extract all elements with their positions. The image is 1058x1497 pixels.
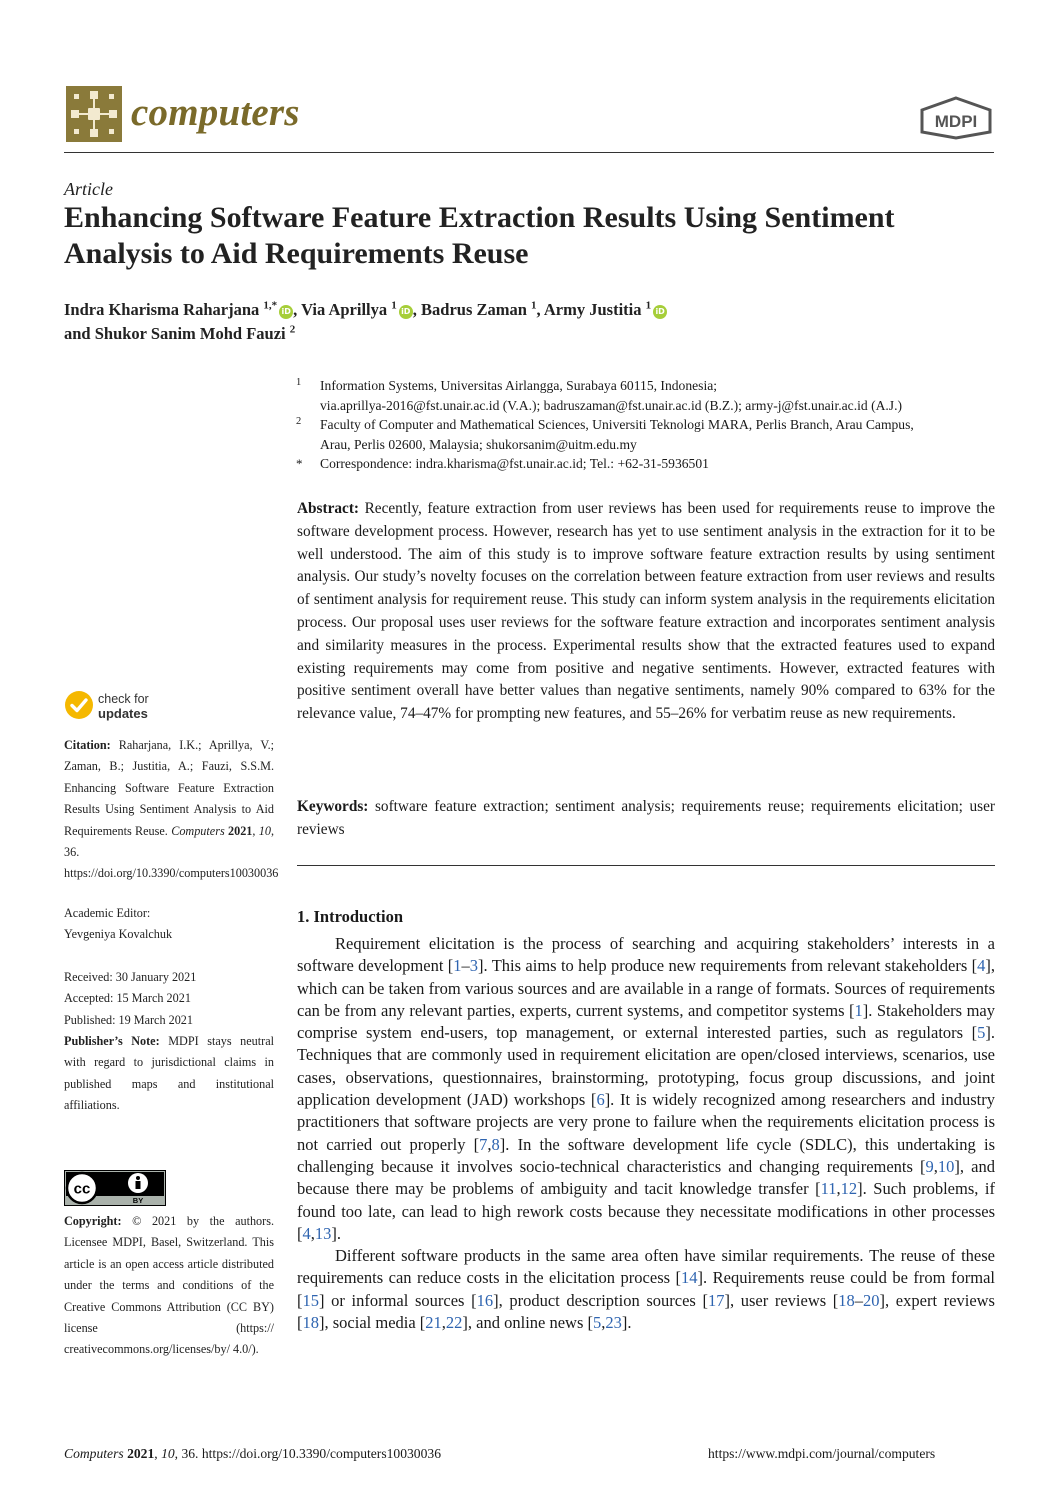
citation-link[interactable]: 18 (838, 1290, 855, 1310)
section-rule (297, 865, 995, 866)
abstract-label: Abstract: (297, 500, 360, 517)
author-name: Badrus Zaman (421, 300, 527, 319)
citation-text: Raharjana, I.K.; Aprillya, V.; Zaman, B.; Justitia, A.; Fauzi, S.S.M. Enhancing Software Feature Extraction Results Using Sentiment Analysis to Aid Requirements Reuse. (64, 738, 274, 838)
citation-link[interactable]: 14 (681, 1268, 698, 1288)
citation-link[interactable]: 4 (302, 1223, 311, 1243)
author-name: Via Aprillya (301, 300, 388, 319)
author-name: and Shukor Sanim Mohd Fauzi (64, 324, 286, 343)
orcid-icon[interactable]: iD (279, 305, 293, 319)
author-affiliation-mark: 1 (531, 299, 537, 312)
citation-link[interactable]: 17 (707, 1290, 725, 1310)
journal-logo-icon (66, 86, 122, 142)
introduction-body (297, 933, 995, 1334)
cc-label: cc (73, 1180, 91, 1198)
copyright-block (64, 1211, 274, 1361)
footer-rest: , 36. https://doi.org/10.3390/computers10030036 (174, 1446, 441, 1461)
orcid-icon[interactable]: iD (399, 305, 413, 319)
note-text: MDPI stays neutral with regard to jurisdictional claims in published maps and institutional affiliations. (64, 1034, 275, 1113)
citation-link[interactable]: 7 (479, 1134, 488, 1154)
orcid-icon[interactable]: iD (653, 305, 667, 319)
check-badge-line2: updates (98, 706, 148, 721)
copyright-text: © 2021 by the authors. Licensee MDPI, Basel, Switzerland. This article is an open access article distributed under the terms and conditions of the Creative Commons Attribution (CC BY) license (https:// creativecommons.org/licenses/by/ 4.0/). (64, 1214, 274, 1357)
check-updates-icon (64, 690, 94, 720)
footer-volume: 10 (161, 1446, 175, 1461)
author-list (64, 298, 964, 346)
citation-link[interactable]: 5 (593, 1313, 602, 1333)
received-date: Received: 30 January 2021 (64, 970, 197, 984)
dates-block (64, 967, 274, 1031)
footer-year: 2021 (127, 1446, 155, 1461)
mdpi-logo-icon (918, 96, 994, 140)
check-for-updates-badge[interactable] (64, 690, 164, 726)
affiliation-mark: 2 (296, 416, 302, 427)
affiliation-mark: * (296, 456, 303, 471)
keywords-label: Keywords: (297, 798, 369, 815)
author-name: Army Justitia (543, 300, 642, 319)
citation-link[interactable]: 9 (925, 1156, 934, 1176)
accepted-date: Accepted: 15 March 2021 (64, 991, 191, 1006)
keywords-text: software feature extraction; sentiment analysis; requirements reuse; requirements elicitation; user reviews (297, 798, 995, 838)
editor-block (64, 903, 274, 946)
publisher-name: MDPI (934, 112, 978, 131)
abstract-text: Recently, feature extraction from user reviews has been used for requirements reuse to improve the software development process. However, research has yet to use sentiment analysis in the extraction for it to be well understood. The aim of this study is to improve software feature extraction results by using sentiment analysis. Our study’s novelty focuses on the correlation between feature extraction from user reviews and results of sentiment analysis for requirement reuse. This study can inform system analysis in the requirements elicitation process. Our proposal uses user reviews for the software feature extraction and incorporates sentiment analysis and similarity measures in the process. Experimental results show that the extracted features used to expand existing requirements may come from positive and negative sentiments. However, extracted features with positive sentiment overall have better values than negative sentiments, namely 90% compared to 63% for the relevance value, 74–47% for prompting new features, and 55–26% for verbatim reuse as new requirements. (297, 500, 995, 723)
citation-label: Citation: (64, 738, 111, 752)
author-name: Indra Kharisma Raharjana (64, 300, 260, 319)
author-affiliation-mark: 2 (289, 323, 296, 336)
author-affiliation-mark: 1,* (263, 299, 278, 312)
footer-journal: Computers (64, 1446, 124, 1461)
author-separator: , (536, 300, 544, 319)
body-paragraph: Different software products in the same area often have similar requirements. The reuse of these requirements can reduce costs in the elicitation process [14]. Requirements reuse could be from formal [15] or informal sources [16], product description sources [17], user reviews [18–20], expert reviews [18], social media [21,22], and online news [5,23]. (297, 1246, 995, 1333)
citation-link[interactable]: 18 (302, 1313, 319, 1333)
keywords (297, 796, 995, 842)
citation-link[interactable]: 16 (476, 1290, 494, 1310)
citation-volume: 10 (258, 823, 271, 838)
author-affiliation-mark: 1 (645, 299, 652, 312)
citation-link[interactable]: 22 (445, 1313, 463, 1333)
check-badge-line1: check for (98, 692, 149, 706)
author-affiliation-mark: 1 (391, 299, 397, 312)
affiliation-line: Correspondence: indra.kharisma@fst.unair.ac.id; Tel.: +62-31-5936501 (320, 456, 709, 471)
publishers-note (64, 1031, 274, 1117)
citation-link[interactable]: 23 (605, 1313, 622, 1333)
citation-link[interactable]: 12 (840, 1179, 858, 1199)
article-title: Enhancing Software Feature Extraction Results Using Sentiment Analysis to Aid Requirements Reuse (64, 201, 895, 270)
citation-link[interactable]: 4 (977, 956, 986, 976)
author-separator: , (293, 300, 302, 319)
citation-link[interactable]: 6 (596, 1090, 605, 1110)
affiliation (296, 454, 996, 474)
citation-link[interactable]: 13 (314, 1223, 332, 1243)
section-heading: 1. Introduction (297, 907, 404, 926)
citation-link[interactable]: 1 (453, 956, 462, 976)
journal-name: computers (131, 91, 300, 134)
affiliation-line: Information Systems, Universitas Airlangga, Surabaya 60115, Indonesia; (320, 378, 718, 393)
header-rule (64, 152, 994, 153)
abstract (297, 498, 995, 726)
citation-link[interactable]: 5 (977, 1023, 986, 1043)
editor-label: Academic Editor: (64, 906, 151, 920)
citation-block: Citation: Raharjana, I.K.; Aprillya, V.; Zaman, B.; Justitia, A.; Fauzi, S.S.M. Enhancing Software Feature Extraction Results Using Sentiment Analysis to Aid Requirements Reuse. Computers 2021, 10, 36. https://doi.org/10.3390/computers10030036 (64, 738, 279, 881)
citation-link[interactable]: 8 (491, 1134, 500, 1154)
affiliation-mark: 1 (296, 377, 302, 388)
body-paragraph: Requirement elicitation is the process of searching and acquiring stakeholders’ interests in a software development [1–3]. This aims to help produce new requirements from relevant stakeholders [4], which can be taken from various sources and are available in a range of formats. Sources of requirements can be from any relevant parties, experts, current systems, and competitor systems [1]. Stakeholders may comprise system end-users, top management, or external interested parties, such as regulators [5]. Techniques that are commonly used in requirement elicitation are open/closed interviews, scenarios, use cases, observations, questionnaires, brainstorming, prototyping, focus group discussions, and joint application development (JAD) workshops [6]. It is widely recognized among researchers and industry practitioners that software projects are very prone to failure when the requirements elicitation process is not carried out properly [7,8]. In the software development life cycle (SDLC), this undertaking is challenging because it involves socio-technical characteristics and changing requirements [9,10], and because there may be problems of ambiguity and tacit knowledge transfer [11,12]. Such problems, if found too late, can lead to high rework costs because they necessitate modifications in other processes [4,13]. (297, 934, 995, 1243)
affiliation-line: Arau, Perlis 02600, Malaysia; shukorsanim@uitm.edu.my (320, 436, 637, 452)
copyright-label: Copyright: (64, 1214, 122, 1228)
citation-link[interactable]: 1 (854, 1000, 863, 1020)
citation-link[interactable]: 20 (863, 1290, 880, 1310)
affiliation-line: Faculty of Computer and Mathematical Sciences, Universiti Teknologi MARA, Perlis Branch, Arau Campus, (320, 417, 914, 432)
affiliation-line: via.aprillya-2016@fst.unair.ac.id (V.A.); badruszaman@fst.unair.ac.id (B.Z.); army-j@fst.unair.ac.id (A.J.) (320, 397, 903, 413)
affiliation (296, 415, 996, 454)
footer-citation: Computers 2021, 10, 36. https://doi.org/10.3390/computers10030036 (64, 1446, 441, 1461)
citation-link[interactable]: 15 (302, 1290, 319, 1310)
citation-journal: Computers (171, 823, 225, 838)
published-date: Published: 19 March 2021 (64, 1012, 193, 1027)
citation-link[interactable]: 3 (469, 956, 479, 976)
citation-link[interactable]: 21 (425, 1313, 442, 1333)
note-label: Publisher’s Note: (64, 1034, 160, 1048)
cc-by-license-icon[interactable] (64, 1170, 166, 1206)
citation-rest: , 36. https://doi.org/10.3390/computers10030036 (64, 823, 279, 881)
cc-by-label: BY (132, 1196, 144, 1205)
affiliations (296, 376, 996, 474)
author-separator: , (412, 300, 422, 319)
footer-journal-url[interactable]: https://www.mdpi.com/journal/computers (708, 1446, 936, 1461)
editor-name: Yevgeniya Kovalchuk (64, 927, 173, 942)
citation-link[interactable]: 10 (937, 1156, 955, 1176)
citation-year: 2021 (228, 823, 253, 838)
affiliation (296, 376, 996, 415)
citation-link[interactable]: 11 (820, 1179, 837, 1199)
article-type: Article (64, 179, 113, 199)
